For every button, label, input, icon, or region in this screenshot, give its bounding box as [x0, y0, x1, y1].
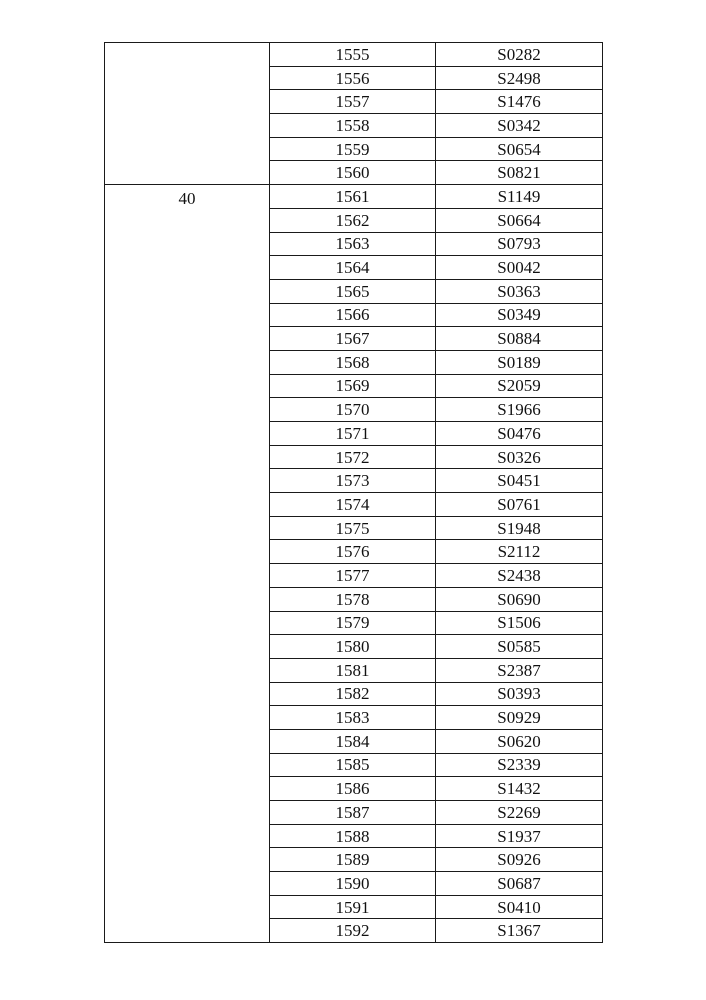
sequence-number-cell: 1579 [270, 611, 436, 635]
code-cell: S0189 [436, 350, 603, 374]
code-cell: S0821 [436, 161, 603, 185]
sequence-number-cell: 1576 [270, 540, 436, 564]
code-cell: S2112 [436, 540, 603, 564]
code-cell: S1476 [436, 90, 603, 114]
document-table-container [104, 42, 602, 943]
sequence-number-cell: 1592 [270, 919, 436, 943]
table-row [105, 43, 603, 67]
sequence-number-cell: 1588 [270, 824, 436, 848]
sequence-number-cell: 1555 [270, 43, 436, 67]
code-cell: S0476 [436, 422, 603, 446]
code-cell: S0690 [436, 587, 603, 611]
sequence-number-cell: 1568 [270, 350, 436, 374]
code-cell: S0761 [436, 493, 603, 517]
sequence-number-cell: 1571 [270, 422, 436, 446]
code-cell: S1948 [436, 516, 603, 540]
code-cell: S0363 [436, 279, 603, 303]
sequence-number-cell: 1587 [270, 801, 436, 825]
sequence-number-cell: 1557 [270, 90, 436, 114]
sequence-number-cell: 1585 [270, 753, 436, 777]
code-cell: S2498 [436, 66, 603, 90]
code-cell: S0410 [436, 895, 603, 919]
sequence-number-cell: 1586 [270, 777, 436, 801]
sequence-number-cell: 1565 [270, 279, 436, 303]
code-cell: S1367 [436, 919, 603, 943]
code-cell: S0326 [436, 445, 603, 469]
code-cell: S0620 [436, 729, 603, 753]
code-cell: S1432 [436, 777, 603, 801]
sequence-number-cell: 1583 [270, 706, 436, 730]
code-cell: S0929 [436, 706, 603, 730]
code-cell: S0342 [436, 114, 603, 138]
code-cell: S0585 [436, 635, 603, 659]
sequence-number-cell: 1562 [270, 208, 436, 232]
sequence-number-cell: 1569 [270, 374, 436, 398]
sequence-number-cell: 1573 [270, 469, 436, 493]
sequence-number-cell: 1558 [270, 114, 436, 138]
code-cell: S1506 [436, 611, 603, 635]
code-cell: S0926 [436, 848, 603, 872]
sequence-number-cell: 1567 [270, 327, 436, 351]
sequence-number-cell: 1572 [270, 445, 436, 469]
group-number-cell [105, 43, 270, 185]
code-cell: S0282 [436, 43, 603, 67]
code-cell: S1149 [436, 185, 603, 209]
code-cell: S2059 [436, 374, 603, 398]
code-cell: S0793 [436, 232, 603, 256]
sequence-number-cell: 1563 [270, 232, 436, 256]
sequence-number-cell: 1559 [270, 137, 436, 161]
sequence-number-cell: 1589 [270, 848, 436, 872]
code-cell: S1937 [436, 824, 603, 848]
group-number-cell: 40 [105, 185, 270, 943]
sequence-number-cell: 1581 [270, 658, 436, 682]
sequence-number-cell: 1560 [270, 161, 436, 185]
sequence-number-cell: 1556 [270, 66, 436, 90]
sequence-number-cell: 1591 [270, 895, 436, 919]
assignment-table [104, 42, 603, 943]
sequence-number-cell: 1590 [270, 872, 436, 896]
code-cell: S0349 [436, 303, 603, 327]
code-cell: S2339 [436, 753, 603, 777]
sequence-number-cell: 1564 [270, 256, 436, 280]
sequence-number-cell: 1578 [270, 587, 436, 611]
code-cell: S2269 [436, 801, 603, 825]
code-cell: S2387 [436, 658, 603, 682]
sequence-number-cell: 1577 [270, 564, 436, 588]
sequence-number-cell: 1575 [270, 516, 436, 540]
sequence-number-cell: 1561 [270, 185, 436, 209]
sequence-number-cell: 1580 [270, 635, 436, 659]
table-row [105, 185, 603, 209]
code-cell: S2438 [436, 564, 603, 588]
code-cell: S0393 [436, 682, 603, 706]
code-cell: S0687 [436, 872, 603, 896]
sequence-number-cell: 1574 [270, 493, 436, 517]
code-cell: S0654 [436, 137, 603, 161]
sequence-number-cell: 1582 [270, 682, 436, 706]
sequence-number-cell: 1566 [270, 303, 436, 327]
code-cell: S0042 [436, 256, 603, 280]
code-cell: S0451 [436, 469, 603, 493]
code-cell: S0884 [436, 327, 603, 351]
sequence-number-cell: 1584 [270, 729, 436, 753]
sequence-number-cell: 1570 [270, 398, 436, 422]
code-cell: S1966 [436, 398, 603, 422]
table-body [105, 43, 603, 943]
code-cell: S0664 [436, 208, 603, 232]
